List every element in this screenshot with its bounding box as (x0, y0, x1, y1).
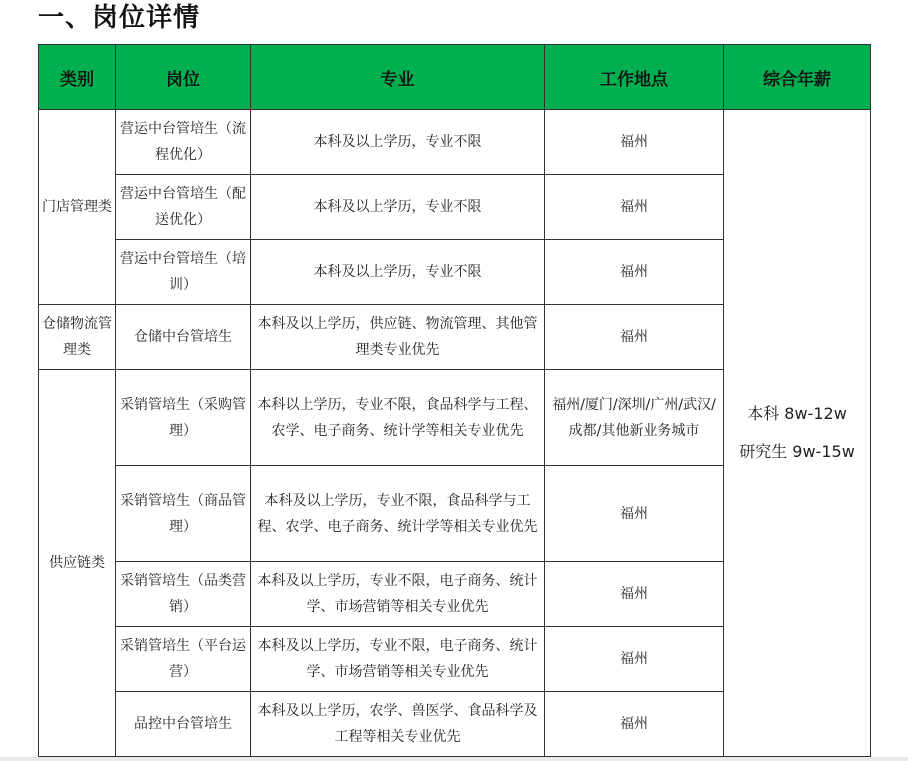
major-cell: 本科及以上学历，供应链、物流管理、其他管理类专业优先 (251, 305, 545, 370)
position-cell: 仓储中台管培生 (116, 305, 251, 370)
category-cell-store: 门店管理类 (39, 110, 116, 305)
salary-master: 研究生 9w-15w (739, 442, 855, 461)
position-cell: 采销管培生（采购管理） (116, 370, 251, 466)
major-cell: 本科及以上学历，专业不限，食品科学与工程、农学、电子商务、统计学等相关专业优先 (251, 466, 545, 562)
major-cell: 本科及以上学历，专业不限，电子商务、统计学、市场营销等相关专业优先 (251, 627, 545, 692)
position-cell: 营运中台管培生（流程优化） (116, 110, 251, 175)
location-cell: 福州 (545, 627, 724, 692)
major-cell: 本科以上学历，专业不限，食品科学与工程、农学、电子商务、统计学等相关专业优先 (251, 370, 545, 466)
location-cell: 福州/厦门/深圳/广州/武汉/成都/其他新业务城市 (545, 370, 724, 466)
location-cell: 福州 (545, 466, 724, 562)
major-cell: 本科及以上学历，农学、兽医学、食品科学及工程等相关专业优先 (251, 692, 545, 757)
position-cell: 采销管培生（品类营销） (116, 562, 251, 627)
major-cell: 本科及以上学历，专业不限 (251, 110, 545, 175)
header-major: 专业 (251, 45, 545, 110)
location-cell: 福州 (545, 305, 724, 370)
table-row (39, 110, 871, 175)
salary-bachelor: 本科 8w-12w (747, 404, 847, 423)
location-cell: 福州 (545, 692, 724, 757)
location-cell: 福州 (545, 175, 724, 240)
location-cell: 福州 (545, 110, 724, 175)
position-cell: 营运中台管培生（配送优化） (116, 175, 251, 240)
header-category: 类别 (39, 45, 116, 110)
category-cell-supply: 供应链类 (39, 370, 116, 757)
position-cell: 品控中台管培生 (116, 692, 251, 757)
job-details-table (38, 44, 871, 757)
major-cell: 本科及以上学历，专业不限 (251, 175, 545, 240)
location-cell: 福州 (545, 240, 724, 305)
position-cell: 采销管培生（商品管理） (116, 466, 251, 562)
position-cell: 采销管培生（平台运营） (116, 627, 251, 692)
category-cell-warehouse: 仓储物流管理类 (39, 305, 116, 370)
position-cell: 营运中台管培生（培训） (116, 240, 251, 305)
location-cell: 福州 (545, 562, 724, 627)
page-title: 一、岗位详情 (38, 3, 201, 33)
salary-cell (724, 110, 871, 757)
major-cell: 本科及以上学历，专业不限，电子商务、统计学、市场营销等相关专业优先 (251, 562, 545, 627)
header-salary: 综合年薪 (724, 45, 871, 110)
bottom-divider (0, 757, 908, 761)
major-cell: 本科及以上学历，专业不限 (251, 240, 545, 305)
header-location: 工作地点 (545, 45, 724, 110)
header-position: 岗位 (116, 45, 251, 110)
table-header-row (39, 45, 871, 110)
